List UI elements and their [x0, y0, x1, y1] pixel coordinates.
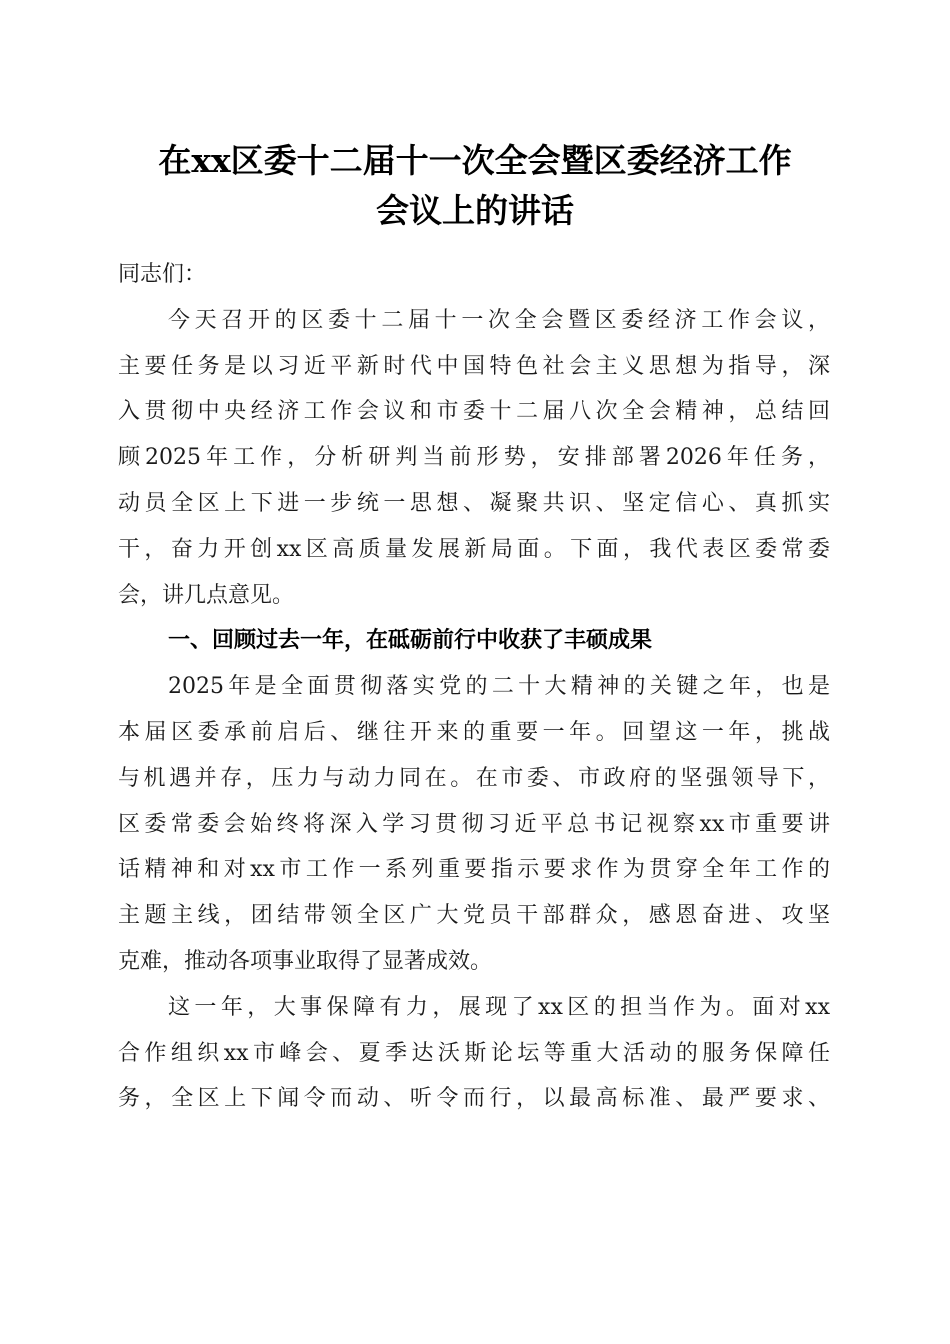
paragraph-line: 今天召开的区委十二届十一次全会暨区委经济工作会议，: [168, 307, 830, 333]
paragraph-line: 务，全区上下闻令而动、听令而行，以最高标准、最严要求、: [118, 1086, 830, 1112]
paragraph-line: 动员全区上下进一步统一思想、凝聚共识、坚定信心、真抓实: [118, 490, 830, 516]
paragraph-line: 入贯彻中央经济工作会议和市委十二届八次全会精神，总结回: [118, 399, 830, 425]
paragraph-line: 干，奋力开创xx区高质量发展新局面。下面，我代表区委常委: [118, 536, 830, 562]
paragraph-line: 2025年是全面贯彻落实党的二十大精神的关键之年，也是: [168, 674, 830, 700]
paragraph-line: 话精神和对xx市工作一系列重要指示要求作为贯穿全年工作的: [118, 857, 830, 883]
salutation: 同志们：: [118, 262, 207, 287]
paragraph-line: 克难，推动各项事业取得了显著成效。: [118, 948, 493, 974]
document-body: [118, 252, 830, 1122]
section-heading: 一、回顾过去一年，在砥砺前行中收获了丰硕成果: [168, 628, 653, 654]
document-title: [110, 136, 840, 236]
title-line: 会议上的讲话: [376, 191, 574, 230]
paragraph-line: 区委常委会始终将深入学习贯彻习近平总书记视察xx市重要讲: [118, 811, 830, 837]
title-line: 在xx区委十二届十一次全会暨区委经济工作: [158, 141, 792, 180]
paragraph-line: 主题主线，团结带领全区广大党员干部群众，感恩奋进、攻坚: [118, 903, 830, 929]
paragraph-line: 会，讲几点意见。: [118, 582, 295, 608]
paragraph-line: 这一年，大事保障有力，展现了xx区的担当作为。面对xx: [168, 994, 830, 1020]
paragraph-line: 本届区委承前启后、继往开来的重要一年。回望这一年，挑战: [118, 719, 830, 745]
paragraph-line: 主要任务是以习近平新时代中国特色社会主义思想为指导，深: [118, 353, 830, 379]
paragraph-line: 与机遇并存，压力与动力同在。在市委、市政府的坚强领导下，: [118, 765, 830, 791]
paragraph-line: 顾2025年工作，分析研判当前形势，安排部署2026年任务，: [118, 445, 830, 471]
paragraph-line: 合作组织xx市峰会、夏季达沃斯论坛等重大活动的服务保障任: [118, 1040, 830, 1066]
